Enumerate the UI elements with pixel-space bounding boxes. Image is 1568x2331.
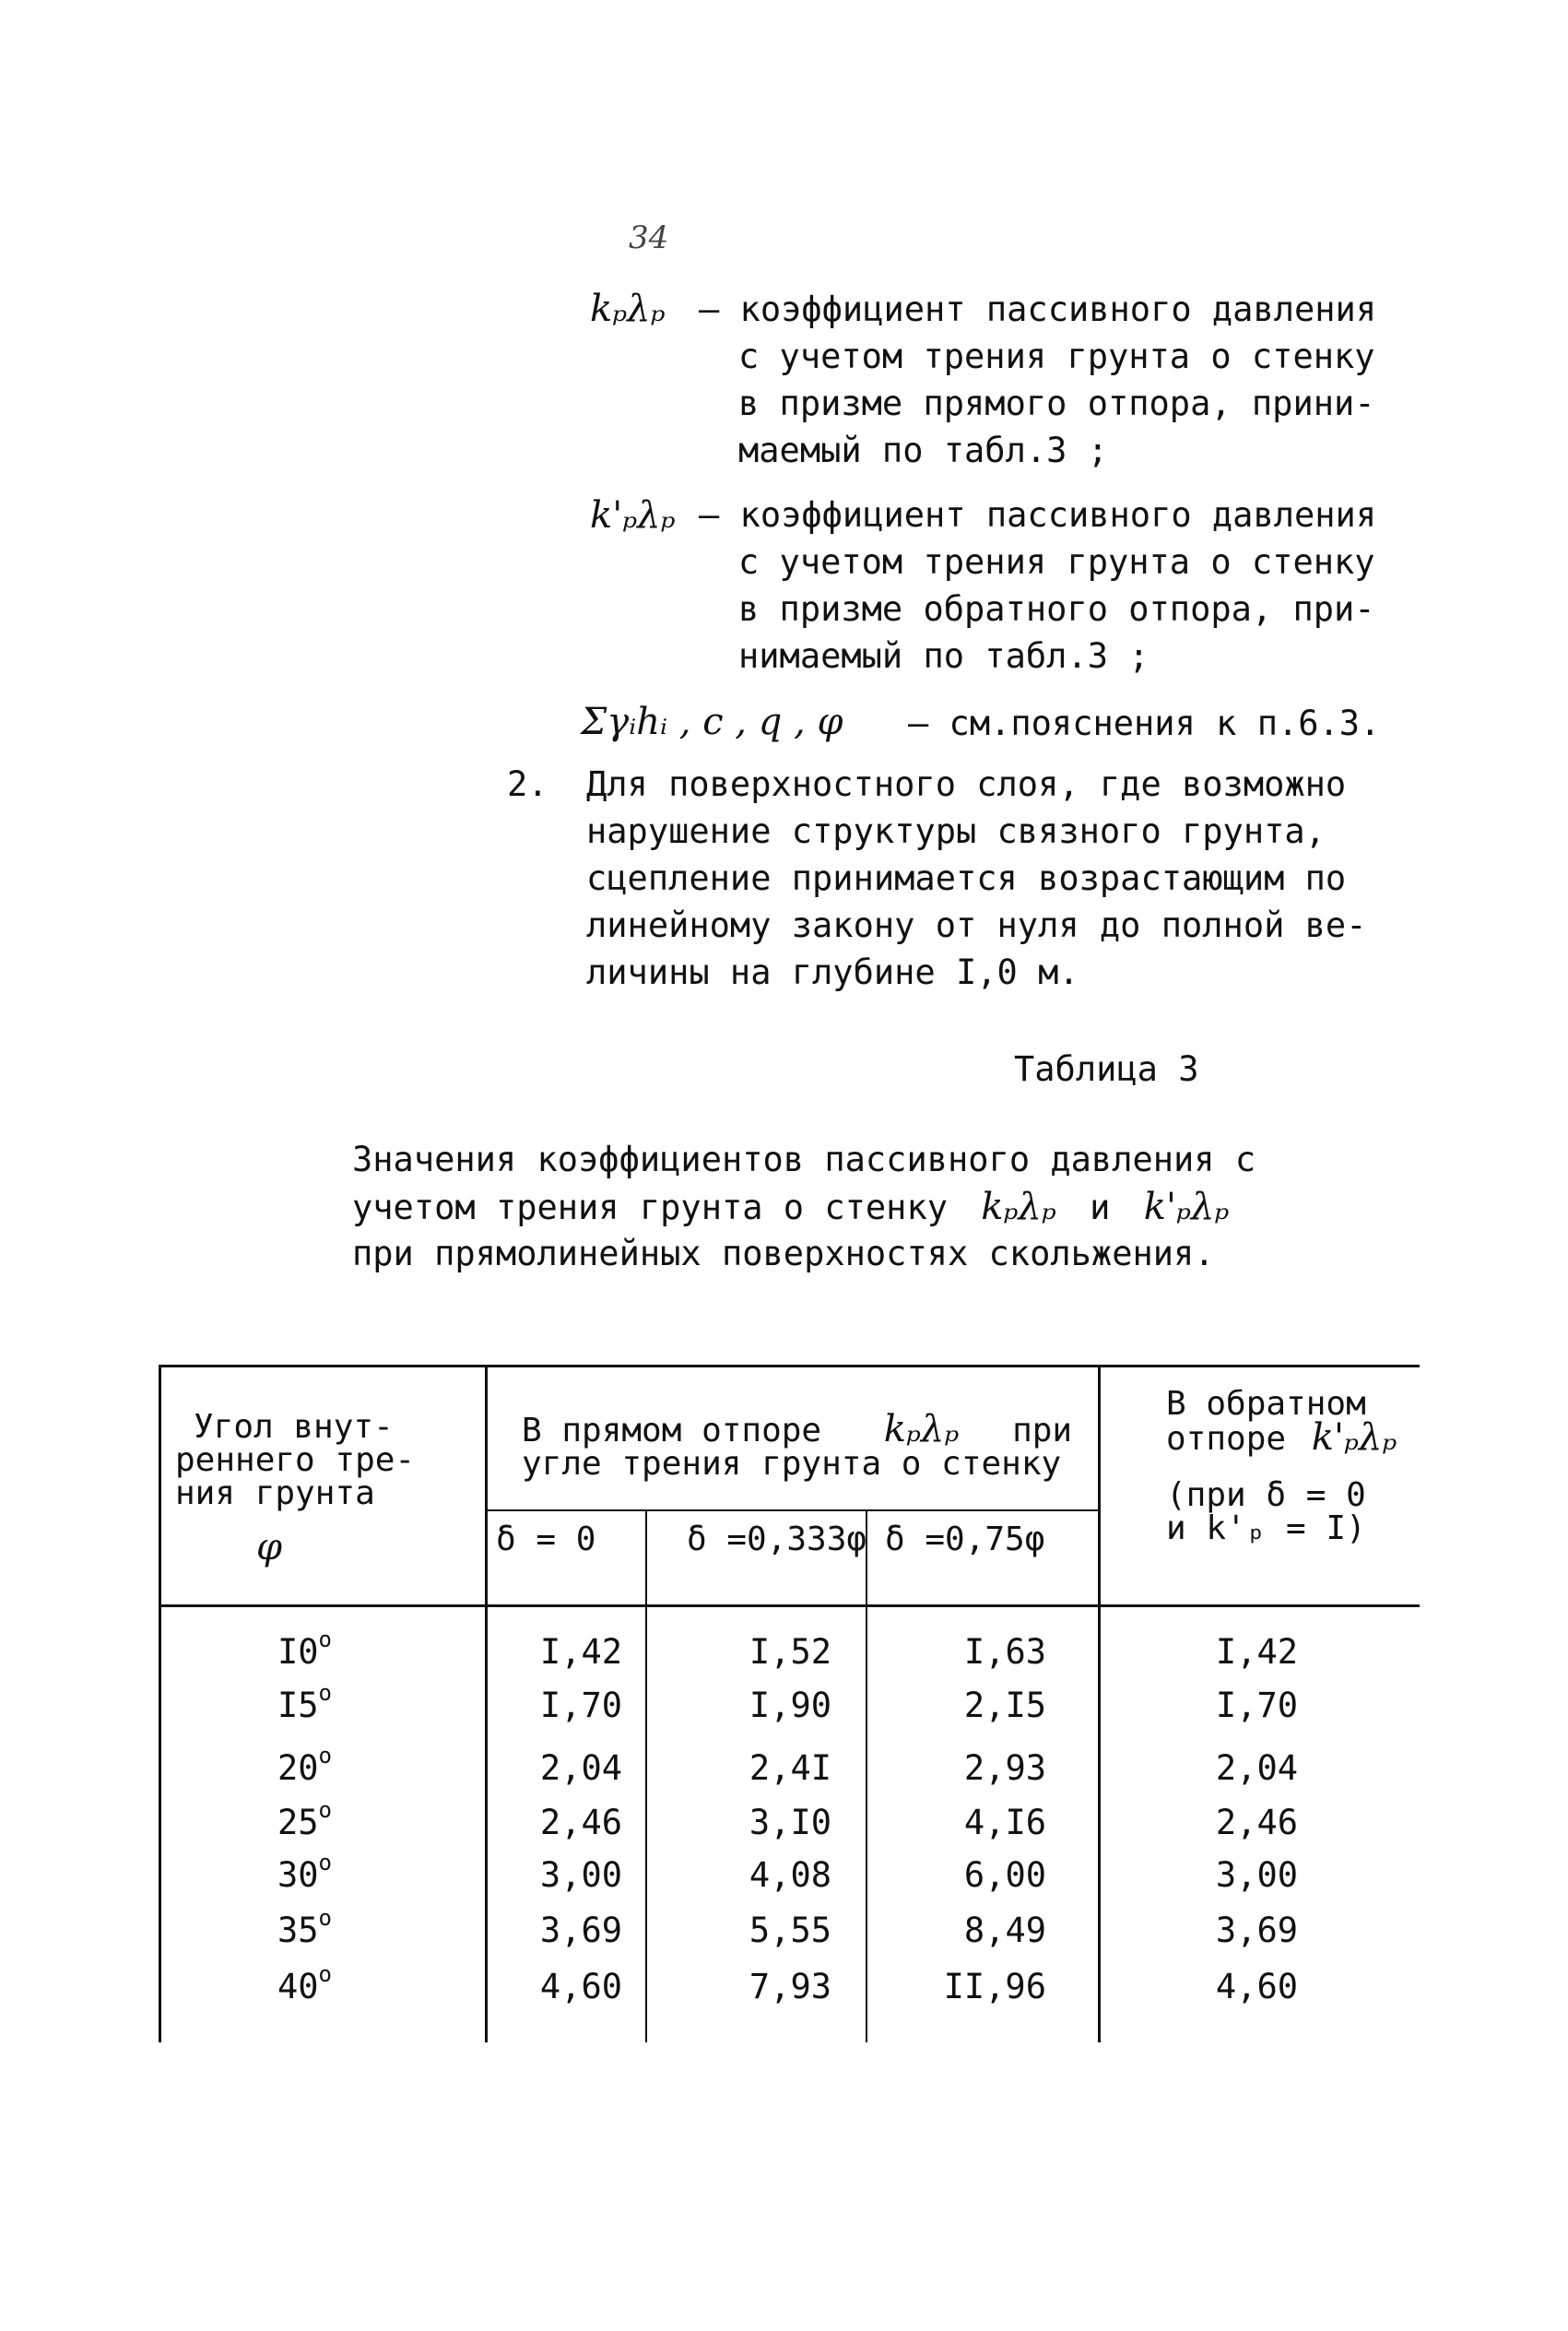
- caption-symbol: kₚλₚ: [981, 1186, 1056, 1228]
- header-text: Угол внут-: [194, 1408, 394, 1446]
- degree-mark: o: [318, 1680, 332, 1706]
- definition-line: в призме прямого отпора, прини-: [738, 384, 1375, 423]
- definition-line: – коэффициент пассивного давления: [699, 290, 1377, 329]
- value-cell: I,42: [539, 1632, 622, 1672]
- value-cell: 4,60: [1215, 1967, 1298, 2006]
- caption-text: и: [1090, 1188, 1111, 1227]
- definition-line: нимаемый по табл.3 ;: [738, 636, 1149, 676]
- value-cell: 2,4I: [749, 1748, 831, 1788]
- header-phi: φ: [256, 1526, 283, 1568]
- angle-value: 35: [277, 1911, 319, 1950]
- value-cell: I,70: [1215, 1686, 1298, 1725]
- value-cell: I,52: [749, 1632, 831, 1672]
- header-text: В прямом отпоре: [522, 1412, 822, 1449]
- reference-symbols: Σγᵢhᵢ , c , q , φ: [581, 701, 843, 743]
- header-text: и k'ₚ = I): [1166, 1509, 1366, 1547]
- value-cell: 3,69: [1215, 1911, 1298, 1950]
- table-label: Таблица 3: [1014, 1049, 1199, 1089]
- degree-mark: o: [318, 1743, 332, 1769]
- page-number: 34: [629, 219, 669, 256]
- definition-symbol: k'ₚλₚ: [590, 494, 676, 537]
- angle-value: I0: [277, 1632, 319, 1672]
- note-line: линейному закону от нуля до полной ве-: [586, 905, 1367, 945]
- value-cell: 7,93: [749, 1967, 831, 2006]
- table-rule: [159, 1604, 1420, 1607]
- table-rule: [159, 1365, 1420, 1367]
- definition-line: в призме обратного отпора, при-: [738, 589, 1375, 629]
- caption-line: [352, 1184, 1229, 1231]
- caption-symbol: k'ₚλₚ: [1143, 1186, 1230, 1228]
- value-cell: 4,I6: [963, 1803, 1046, 1842]
- angle-value: 40: [277, 1967, 319, 2006]
- value-cell: 2,04: [539, 1748, 622, 1788]
- table-rule: [866, 1509, 867, 2042]
- caption-line: при прямолинейных поверхностях скольжения.: [352, 1234, 1215, 1273]
- subheader: δ =0,75φ: [885, 1520, 1045, 1558]
- reference-text: – см.пояснения к п.6.3.: [908, 704, 1381, 743]
- definition-line: с учетом трения грунта о стенку: [738, 337, 1375, 376]
- note-number: 2.: [507, 764, 548, 804]
- table-rule: [487, 1509, 1100, 1511]
- angle-cell: [212, 1680, 332, 1725]
- angle-cell: [212, 1961, 332, 2006]
- header-reverse-note: [1166, 1476, 1366, 1547]
- subheader: δ = 0: [496, 1520, 596, 1558]
- note-line: сцепление принимается возрастающим по: [586, 858, 1347, 898]
- definition-line: – коэффициент пассивного давления: [699, 495, 1377, 535]
- caption-text: учетом трения грунта о стенку: [352, 1188, 949, 1227]
- value-cell: 3,00: [1215, 1855, 1298, 1895]
- table-rule: [159, 1365, 161, 2042]
- angle-cell: [212, 1743, 332, 1788]
- angle-cell: [212, 1627, 332, 1672]
- header-text: [522, 1408, 1073, 1450]
- value-cell: 5,55: [749, 1911, 831, 1950]
- angle-value: 30: [277, 1855, 319, 1895]
- value-cell: I,70: [539, 1686, 622, 1725]
- value-cell: I,63: [963, 1632, 1046, 1672]
- angle-cell: [212, 1797, 332, 1842]
- value-cell: 2,46: [1215, 1803, 1298, 1842]
- header-symbol: k'ₚλₚ: [1311, 1416, 1397, 1459]
- degree-mark: o: [318, 1961, 332, 1987]
- angle-value: I5: [277, 1686, 319, 1725]
- header-text: [1166, 1416, 1397, 1459]
- header-text: ния грунта: [175, 1474, 375, 1512]
- header-text: реннего тре-: [175, 1441, 416, 1479]
- subheader: δ =0,333φ: [687, 1520, 867, 1558]
- angle-cell: [212, 1850, 332, 1895]
- value-cell: 3,I0: [749, 1803, 831, 1842]
- header-text: угле трения грунта о стенку: [522, 1445, 1062, 1483]
- table-rule: [645, 1509, 647, 2042]
- definition-line: маемый по табл.3 ;: [738, 431, 1108, 470]
- degree-mark: o: [318, 1850, 332, 1875]
- header-text: (при δ = 0: [1166, 1476, 1366, 1514]
- header-reverse: [1166, 1385, 1397, 1459]
- caption-line: Значения коэффициентов пассивного давления с: [352, 1140, 1256, 1179]
- note-line: личины на глубине I,0 м.: [586, 953, 1079, 992]
- degree-mark: o: [318, 1797, 332, 1823]
- definition-symbol: kₚλₚ: [590, 288, 666, 330]
- angle-value: 20: [277, 1748, 319, 1788]
- value-cell: 3,00: [539, 1855, 622, 1895]
- value-cell: 2,46: [539, 1803, 622, 1842]
- value-cell: 2,04: [1215, 1748, 1298, 1788]
- definition-line: с учетом трения грунта о стенку: [738, 542, 1375, 582]
- value-cell: 4,60: [539, 1967, 622, 2006]
- degree-mark: o: [318, 1627, 332, 1652]
- note-line: Для поверхностного слоя, где возможно: [586, 764, 1347, 804]
- value-cell: 2,93: [963, 1748, 1046, 1788]
- header-text: отпоре: [1166, 1420, 1287, 1458]
- table-rule: [1098, 1365, 1101, 2042]
- header-text: В обратном: [1166, 1385, 1366, 1423]
- value-cell: 8,49: [963, 1911, 1046, 1950]
- value-cell: 6,00: [963, 1855, 1046, 1895]
- header-direct: [522, 1408, 1073, 1483]
- header-angle: [175, 1408, 416, 1512]
- value-cell: 2,I5: [963, 1686, 1046, 1725]
- value-cell: I,90: [749, 1686, 831, 1725]
- header-text: при: [1012, 1412, 1073, 1449]
- angle-value: 25: [277, 1803, 319, 1842]
- value-cell: II,96: [943, 1967, 1046, 2006]
- angle-cell: [212, 1905, 332, 1950]
- value-cell: I,42: [1215, 1632, 1298, 1672]
- degree-mark: o: [318, 1905, 332, 1931]
- note-line: нарушение структуры связного грунта,: [586, 811, 1326, 851]
- value-cell: 4,08: [749, 1855, 831, 1895]
- value-cell: 3,69: [539, 1911, 622, 1950]
- header-symbol: kₚλₚ: [883, 1408, 960, 1450]
